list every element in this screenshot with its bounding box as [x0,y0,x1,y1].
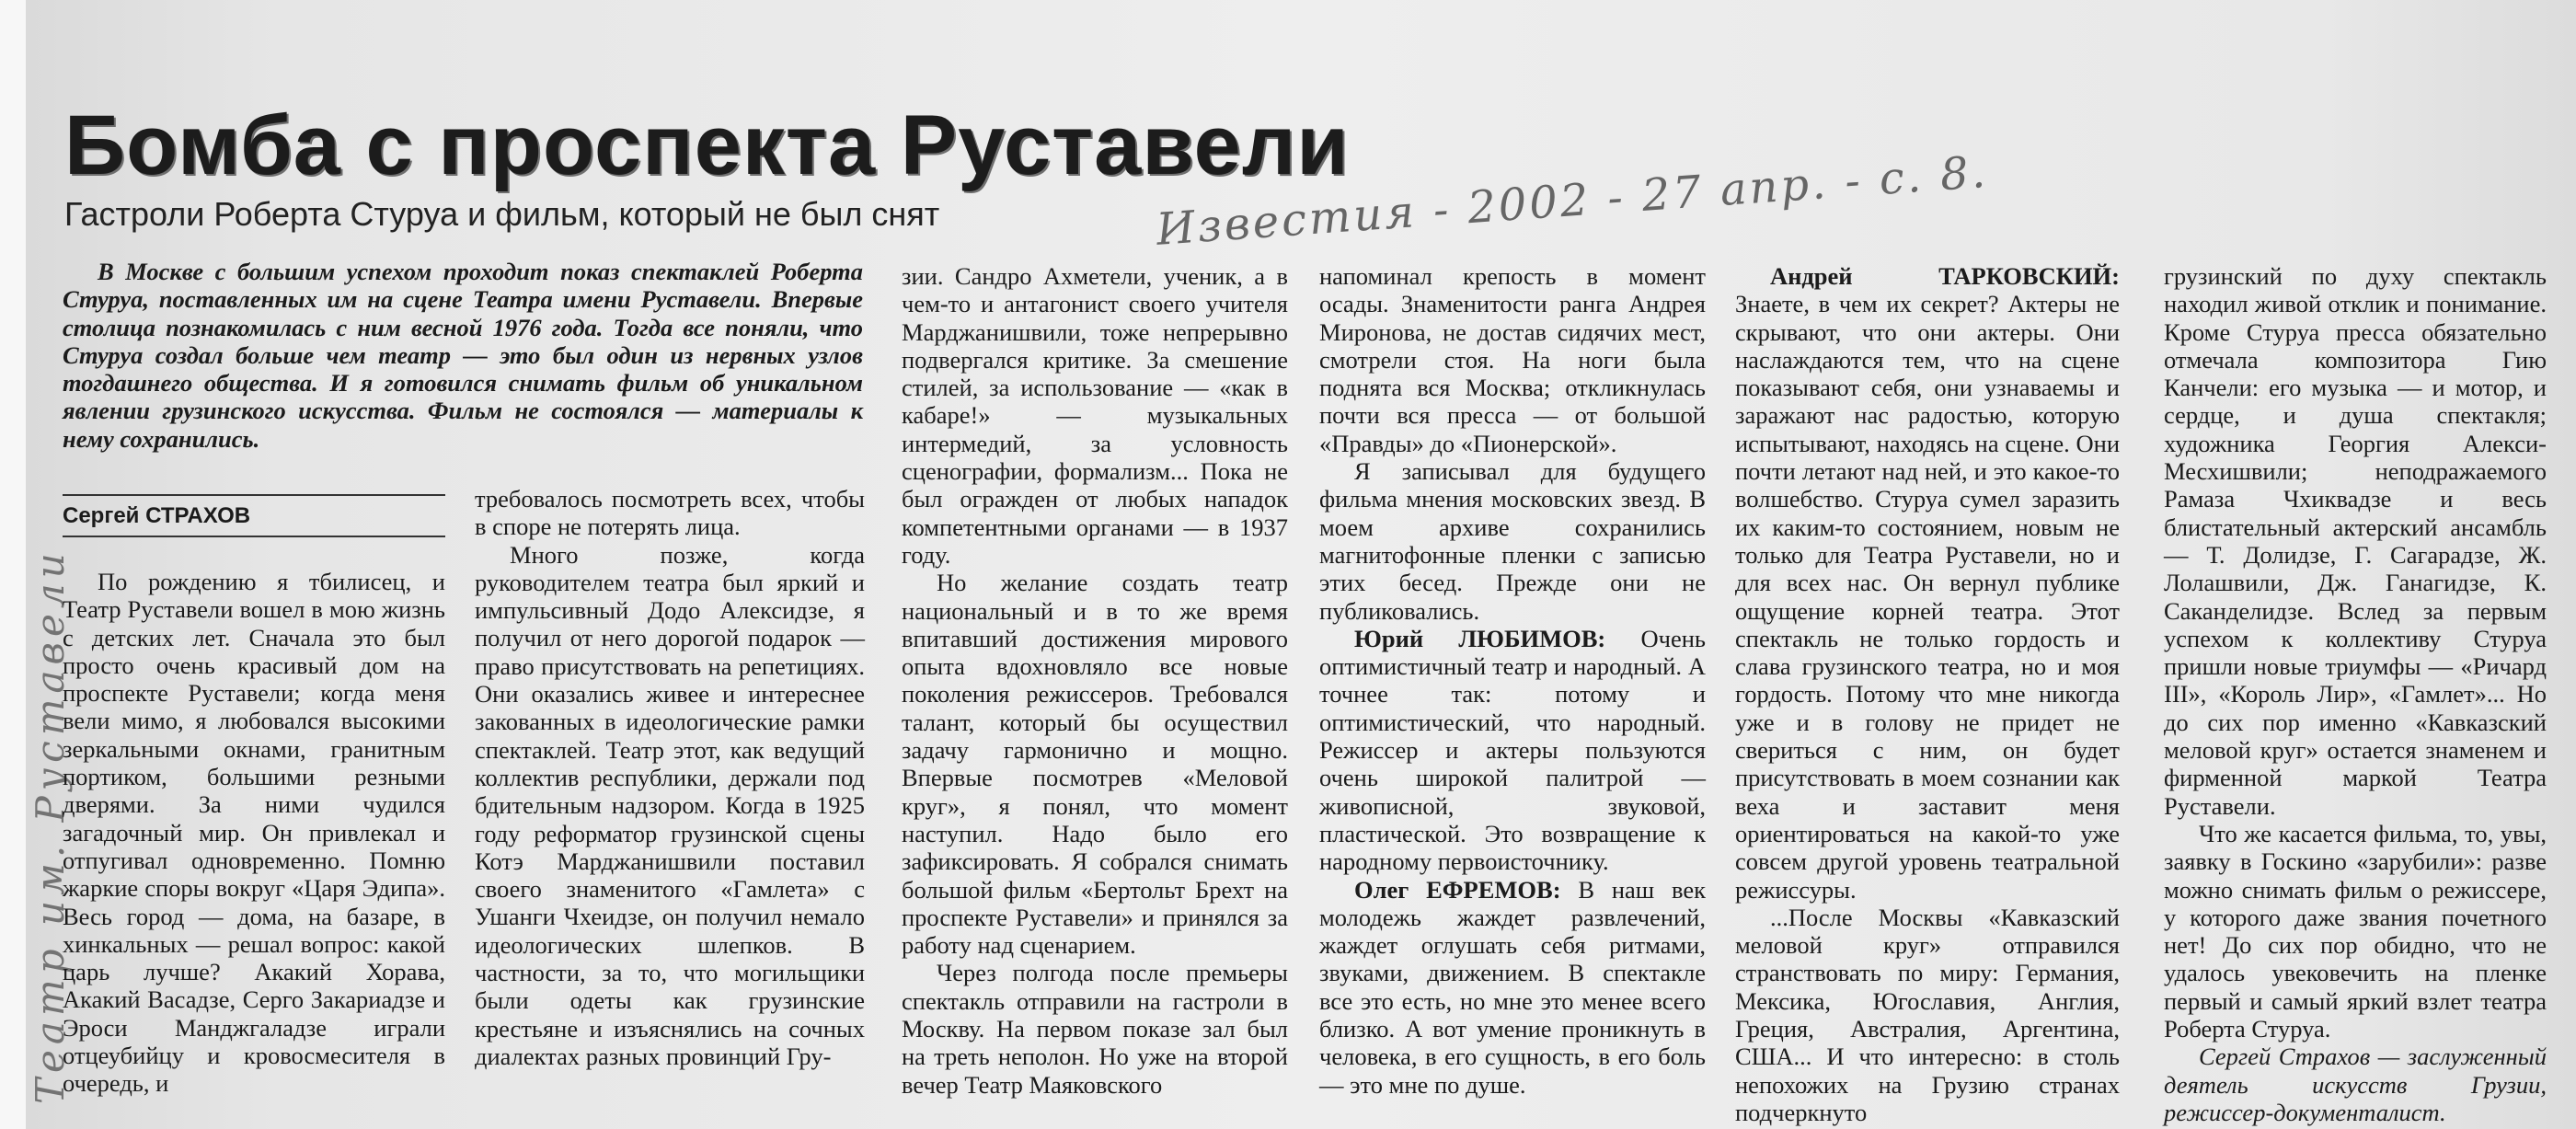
paragraph: зии. Сандро Ахметели, ученик, а в чем-то и антагонист своего учителя Марджанишвили, тоже непрерывно подвергался критике. За смешение стилей, за использование — «как в кабаре!» — музыкальных интермедий, за условность сценографии, формализм... Пока не был огражден от любых нападок компетентными органами — в 1937 году. [902,262,1288,569]
author-note: Сергей Страхов — заслуженный деятель искусств Грузии, режиссер-документалист. [2164,1043,2547,1126]
paragraph: грузинский по духу спектакль находил живой отклик и понимание. Кроме Стуруа пресса обязательно отмечала композитора Гию Канчели: его музыка — и мотор, и сердце, и душа спектакля; художника Георгия Алекси-Месхишвили; неподражаемого Рамаза Чхиквадзе и весь блистательный актерский ансамбль — Т. Долидзе, Г. Сагарадзе, Ж. Лолашвили, Дж. Ганагидзе, К. Саканделидзе. Вслед за первым успехом к коллективу Стуруа пришли новые триумфы — «Ричард III», «Король Лир», «Гамлет»... Но до сих пор именно «Кавказский меловой круг» остается знаменем и фирменной маркой Театра Руставели. [2164,262,2547,820]
quote-speaker: Юрий ЛЮБИМОВ: [1354,624,1606,652]
quote-paragraph [1735,262,2120,904]
column-5 [1735,262,2120,1126]
column-1 [63,568,445,1098]
quote-speaker: Андрей ТАРКОВСКИЙ: [1770,262,2120,290]
paragraph: требовалось посмотреть всех, чтобы в споре не потерять лица. [475,485,865,541]
paragraph: Много позже, когда руководителем театра был яркий и импульсивный Додо Алексидзе, я получил от него дорогой подарок — право присутствовать на репетициях. Они оказались живее и интереснее закованных в идеологические рамки спектаклей. Театр этот, как ведущий коллектив республики, держали под бдительным надзором. Когда в 1925 году реформатор грузинской сцены Котэ Марджанишвили поставил своего знаменитого «Гамлета» с Ушанги Чхеидзе, он получил немало идеологических шлепков. В частности, за то, что могильщики были одеты как грузинские крестьяне и изъяснялись на сочных диалектах разных провинций Гру- [475,540,865,1070]
paragraph: По рождению я тбилисец, и Театр Руставели вошел в мою жизнь с детских лет. Сначала это был просто очень красивый дом на проспекте Руставели; когда меня вели мимо, я любовался высокими зеркальными окнами, гранитным портиком, большими резными дверями. За ними чудился загадочный мир. Он привлекал и отпугивал одновременно. Помню жаркие споры вокруг «Царя Эдипа». Весь город — дома, на базаре, в хинкальных — решал вопрос: какой царь лучше? Акакий Хорава, Акакий Васадзе, Серго Закариадзе и Эроси Манджгаладзе играли отцеубийцу и кровосмесителя в очередь, и [63,568,445,1098]
column-3 [902,262,1288,1099]
lead-paragraph: В Москве с большим успехом проходит показ спектаклей Роберта Стуруа, поставленных им на сцене Театра имени Руставели. Впервые столица познакомилась с ним весной 1976 года. Тогда все поняли, что Стуруа создал больше чем театр — это был один из нервных узлов тогдашнего общества. И я готовился снимать фильм об уникальном явлении грузинского искусства. Фильм не состоялся — материалы к нему сохранились. [63,258,863,453]
column-4 [1319,262,1706,1099]
paragraph: Что же касается фильма, то, увы, заявку в Госкино «зарубили»: разве можно снимать фильм о режиссере, у которого даже звания почетного нет! До сих пор обидно, что не удалось увековечить на пленке первый и самый яркий взлет театра Роберта Стуруа. [2164,819,2547,1043]
subtitle: Гастроли Роберта Стуруа и фильм, который не был снят [64,195,940,233]
byline: Сергей СТРАХОВ [63,503,251,528]
byline-rule-bottom [63,536,445,537]
byline-rule-top [63,494,445,496]
paragraph: ...После Москвы «Кавказский меловой круг» отправился странствовать по миру: Германия, Мексика, Югославия, Англия, Греция, Австралия, Аргентина, США... И что интересно: в столь непохожих на Грузию странах подчеркнуто [1735,903,2120,1126]
handwritten-source-note: Известия - 2002 - 27 апр. - с. 8. [1155,145,1990,256]
margin-note-text: Театр им. Руставели [28,547,73,1104]
paragraph: Но желание создать театр национальный и в то же время впитавший достижения мирового опыта вдохновляло все новые поколения режиссеров. Требовался талант, который бы осуществил задачу гармонично и мощно. Впервые посмотрев «Меловой круг», я понял, что момент наступил. Надо было его зафиксировать. Я собрался снимать большой фильм «Бертольт Брехт на проспекте Руставели» и принялся за работу над сценарием. [902,569,1288,960]
quote-text: Очень оптимистичный театр и народный. А точнее так: потому и оптимистический, что народный. Режиссер и актеры пользуются очень широкой палитрой — живописной, звуковой, пластической. Это возвращение к народному первоисточнику. [1319,624,1706,876]
margin-note [0,37,73,1104]
quote-paragraph [1319,876,1706,1099]
quote-text: В наш век молодежь жаждет развлечений, жаждет оглушать себя ритмами, звуками, движением. В спектакле все это есть, но мне это менее всего близко. А вот умение проникнуть в человека, в его сущность, в его боль — это мне по душе. [1319,875,1706,1099]
paragraph: напоминал крепость в момент осады. Знаменитости ранга Андрея Миронова, не достав сидячих мест, смотрели стоя. На ноги была поднята вся Москва; откликнулась почти вся пресса — от большой «Правды» до «Пионерской». [1319,262,1706,457]
quote-paragraph [1319,625,1706,876]
quote-text: Знаете, в чем их секрет? Актеры не скрывают, что они актеры. Они наслаждаются тем, что на сцене показывают себя, они узнаваемы и заражают нас радостью, которую испытывают, находясь на сцене. Они почти летают над ней, и это какое-то волшебство. Стуруа сумел заразить их каким-то состоянием, новым не только для Театра Руставели, но и для всех нас. Он вернул публике ощущение корней театра. Этот спектакль не только гордость и слава грузинского театра, но и моя гордость. Потому что мне никогда уже и в голову не придет не свериться с ним, он будет присутствовать в моем сознании как веха и заставит меня ориентироваться на какой-то уже совсем другой уровень театральной режиссуры. [1735,290,2120,904]
paragraph: Я записывал для будущего фильма мнения московских звезд. В моем архиве сохранились магнитофонные пленки с записью этих бесед. Прежде они не публиковались. [1319,457,1706,625]
paragraph: Через полгода после премьеры спектакль отправили на гастроли в Москву. На первом показе зал был на треть неполон. Но уже на второй вечер Театр Маяковского [902,959,1288,1099]
quote-speaker: Олег ЕФРЕМОВ: [1354,875,1561,904]
headline: Бомба с проспекта Руставели [64,98,1350,192]
column-6 [2164,262,2547,1126]
column-2 [475,485,865,1070]
